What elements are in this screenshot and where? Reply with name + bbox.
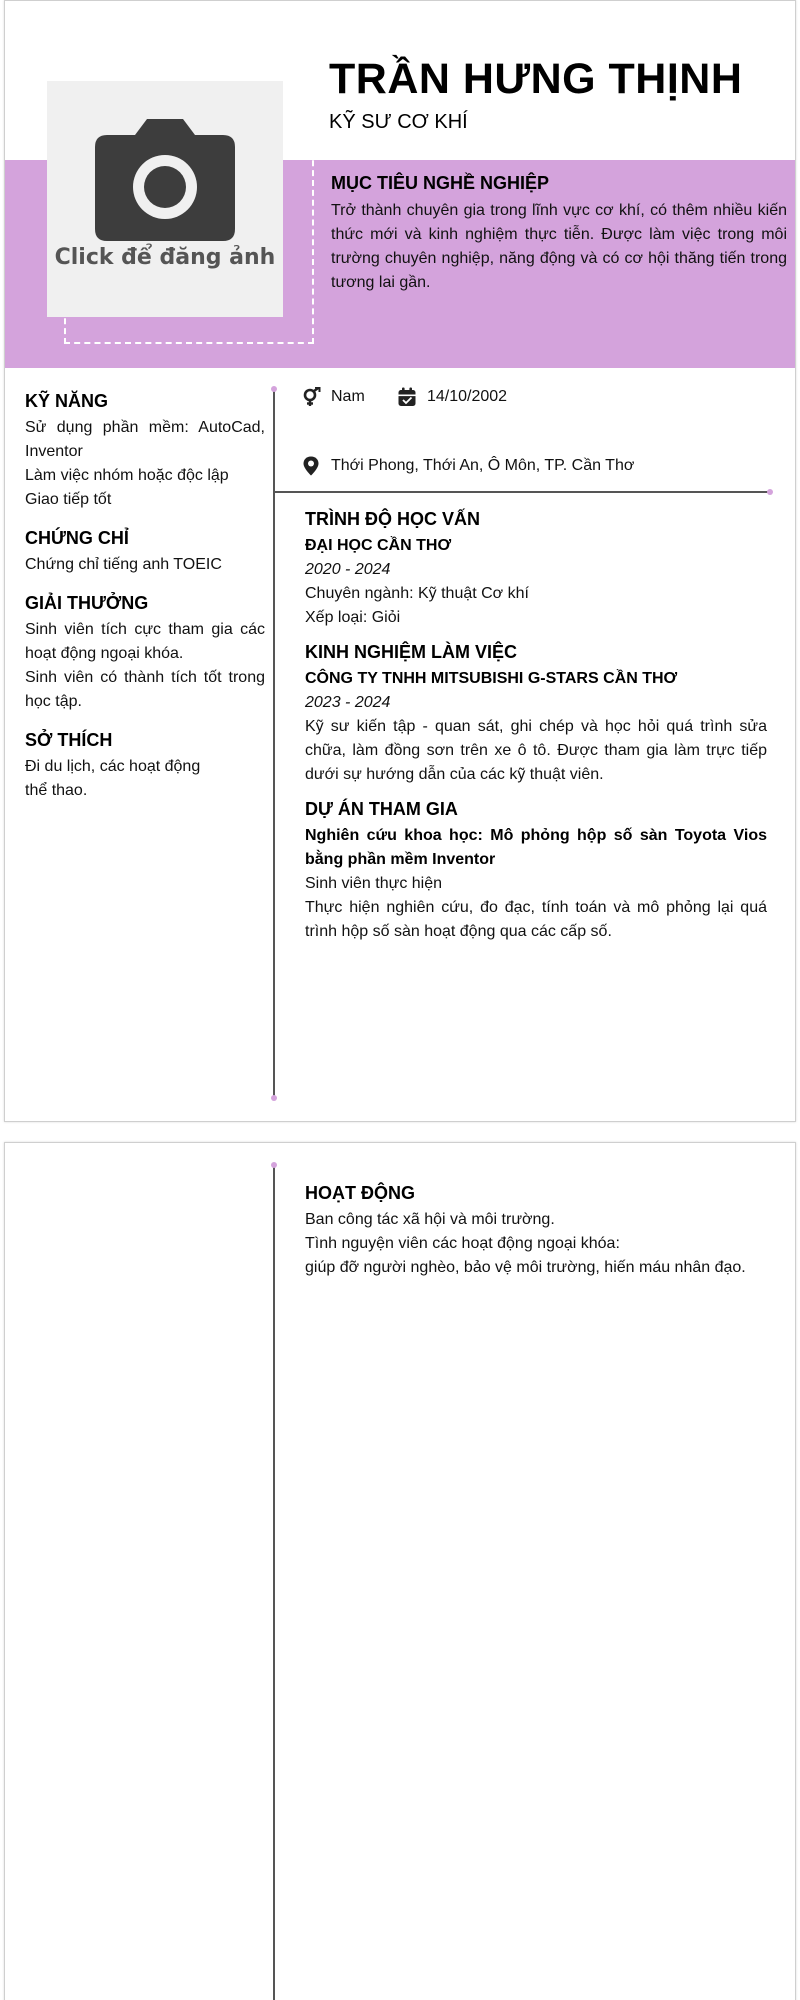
photo-upload-caption: Click để đăng ảnh xyxy=(54,245,276,270)
company-name: CÔNG TY TNHH MITSUBISHI G-STARS CẦN THƠ xyxy=(305,670,678,687)
birthday-info xyxy=(397,387,507,407)
education-period: 2020 - 2024 xyxy=(305,561,391,578)
job-title: KỸ SƯ CƠ KHÍ xyxy=(329,111,468,133)
activities-heading: HOẠT ĐỘNG xyxy=(305,1183,415,1203)
calendar-icon xyxy=(397,387,417,407)
activity-line: Ban công tác xã hội và môi trường. xyxy=(305,1211,555,1228)
location-pin-icon xyxy=(301,456,321,476)
project-name: Nghiên cứu khoa học: Mô phỏng hộp số sàn Toyota Vios bằng phần mềm Inventor xyxy=(305,827,767,868)
activity-line: giúp đỡ người nghèo, bảo vệ môi trường, hiến máu nhân đạo. xyxy=(305,1259,746,1276)
project-role: Sinh viên thực hiện xyxy=(305,875,443,892)
activities-section xyxy=(305,1183,767,1280)
projects-section xyxy=(305,799,767,944)
experience-section xyxy=(305,642,767,787)
experience-period: 2023 - 2024 xyxy=(305,694,391,711)
objective-heading: MỤC TIÊU NGHỀ NGHIỆP xyxy=(331,173,550,193)
certificate-item: Chứng chỉ tiếng anh TOEIC xyxy=(25,556,222,573)
photo-upload-area[interactable] xyxy=(47,81,283,317)
project-description: Thực hiện nghiên cứu, đo đạc, tính toán và mô phỏng lại quá trình hộp số sàn hoạt động qua các cấp số. xyxy=(305,899,767,940)
hobby-item: Đi du lịch, các hoạt động thể thao. xyxy=(25,758,201,799)
awards-heading: GIẢI THƯỞNG xyxy=(25,593,149,613)
timeline-line xyxy=(273,1165,275,2000)
left-column xyxy=(25,391,265,819)
education-section xyxy=(305,509,767,630)
hobbies-section xyxy=(25,730,265,803)
info-divider xyxy=(273,491,769,493)
timeline-dot xyxy=(271,1162,277,1168)
hobbies-heading: SỞ THÍCH xyxy=(25,730,113,750)
right-column xyxy=(305,509,767,956)
cv-page-2 xyxy=(4,1142,796,2000)
education-major: Chuyên ngành: Kỹ thuật Cơ khí xyxy=(305,585,529,602)
camera-icon xyxy=(95,117,235,241)
gender-icon xyxy=(301,387,321,407)
skill-item: Làm việc nhóm hoặc độc lập xyxy=(25,467,229,484)
objective-text: Trở thành chuyên gia trong lĩnh vực cơ khí, có thêm nhiều kiến thức mới và kinh nghiệm thực tiễn. Được làm việc trong môi trường chuyên nghiệp, năng động và có cơ hội thăng tiến trong tương lai gần. xyxy=(331,202,787,291)
education-grade: Xếp loại: Giỏi xyxy=(305,609,401,626)
skills-heading: KỸ NĂNG xyxy=(25,391,109,411)
certificates-heading: CHỨNG CHỈ xyxy=(25,528,129,548)
school-name: ĐẠI HỌC CẦN THƠ xyxy=(305,537,452,554)
experience-description: Kỹ sư kiến tập - quan sát, ghi chép và học hỏi quá trình sửa chữa, làm đồng sơn trên xe ô tô. Được tham gia làm trực tiếp dưới sự hướng dẫn của các kỹ thuật viên. xyxy=(305,718,767,783)
certificates-section xyxy=(25,528,265,577)
award-item: Sinh viên có thành tích tốt trong học tập. xyxy=(25,669,265,710)
skill-item: Giao tiếp tốt xyxy=(25,491,112,508)
skills-section xyxy=(25,391,265,512)
awards-section xyxy=(25,593,265,714)
divider-dot xyxy=(767,489,773,495)
timeline-dot xyxy=(271,1095,277,1101)
gender-info xyxy=(301,387,365,407)
timeline-line xyxy=(273,389,275,1099)
education-heading: TRÌNH ĐỘ HỌC VẤN xyxy=(305,509,480,529)
experience-heading: KINH NGHIỆM LÀM VIỆC xyxy=(305,642,518,662)
address-info xyxy=(301,456,634,476)
award-item: Sinh viên tích cực tham gia các hoạt động ngoại khóa. xyxy=(25,621,265,662)
activity-line: Tình nguyện viên các hoạt động ngoại khóa: xyxy=(305,1235,620,1252)
address-value: Thới Phong, Thới An, Ô Môn, TP. Cần Thơ xyxy=(331,457,635,474)
activities-column xyxy=(305,1183,767,1292)
projects-heading: DỰ ÁN THAM GIA xyxy=(305,799,458,819)
birthday-value: 14/10/2002 xyxy=(427,388,508,405)
skill-item: Sử dụng phần mềm: AutoCad, Inventor xyxy=(25,419,265,460)
gender-value: Nam xyxy=(331,388,365,405)
candidate-name: TRẦN HƯNG THỊNH xyxy=(329,55,743,103)
cv-page-1 xyxy=(4,0,796,1122)
timeline-dot xyxy=(271,386,277,392)
